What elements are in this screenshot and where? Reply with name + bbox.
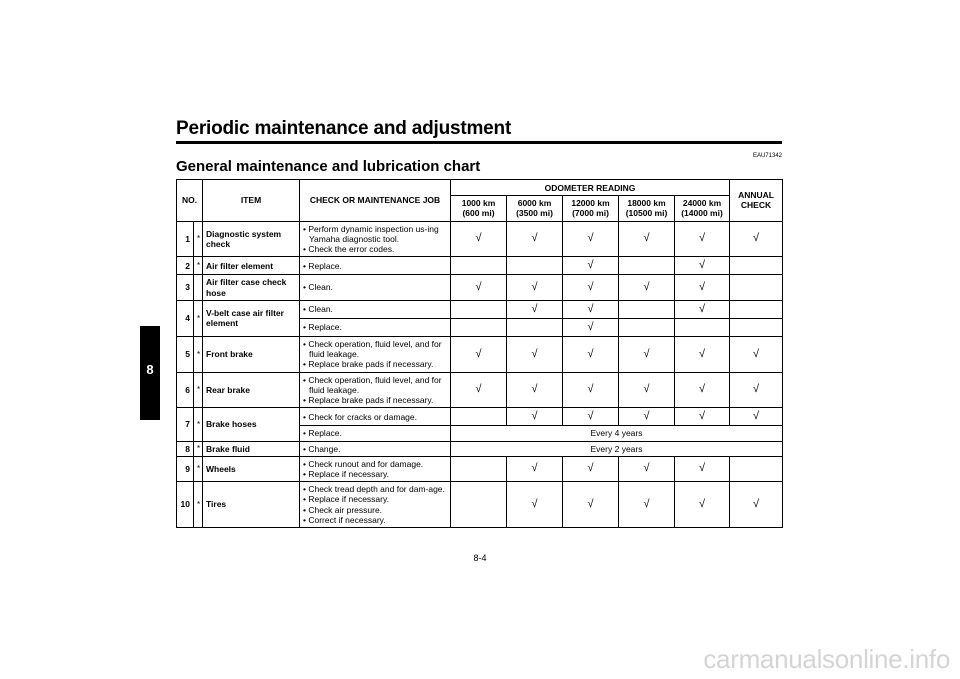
check-mark: √ [563, 482, 619, 528]
check-mark: √ [451, 337, 507, 373]
table-row [177, 337, 783, 373]
check-mark: √ [507, 337, 563, 373]
check-mark: √ [675, 221, 730, 257]
no-header: NO. [177, 180, 203, 222]
empty-cell [730, 300, 783, 318]
check-mark: √ [675, 275, 730, 300]
table-row [177, 257, 783, 275]
interval-header [619, 196, 675, 221]
job-line: • Correct if necessary. [303, 514, 386, 525]
job-line: • Clean. [303, 304, 333, 315]
empty-cell [507, 318, 563, 336]
interval-km: 12000 km [571, 198, 610, 209]
table-row [177, 408, 783, 426]
interval-mi: (3500 mi) [516, 208, 553, 219]
row-number: 7 [177, 408, 194, 441]
chapter-number: 8 [146, 362, 154, 377]
asterisk-mark: * [194, 337, 203, 373]
row-number: 3 [177, 275, 194, 300]
check-mark: √ [675, 482, 730, 528]
row-item: Diagnostic system check [203, 221, 300, 257]
chapter-tab [140, 326, 160, 420]
asterisk-mark: * [194, 257, 203, 275]
table-row [177, 275, 783, 300]
job-line: • Replace brake pads if necessary. [303, 395, 434, 405]
job-line: • Perform dynamic inspection us-ing Yamaha diagnostic tool. [303, 223, 439, 244]
row-item: Front brake [203, 337, 300, 373]
table-row [177, 482, 783, 528]
empty-cell [730, 257, 783, 275]
asterisk-mark: * [194, 300, 203, 336]
row-number: 9 [177, 456, 194, 481]
row-number: 8 [177, 441, 194, 456]
row-item: Air filter case check hose [203, 275, 300, 300]
check-mark: √ [730, 408, 783, 426]
interval-mi: (14000 mi) [681, 208, 723, 219]
job-line: • Check the error codes. [303, 243, 395, 254]
row-item: Tires [203, 482, 300, 528]
row-number: 6 [177, 372, 194, 408]
check-mark: √ [619, 372, 675, 408]
row-job [300, 275, 451, 300]
interval-km: 1000 km [461, 198, 496, 209]
job-line: • Check air pressure. [303, 504, 383, 515]
row-job [300, 372, 451, 408]
interval-km: 6000 km [517, 198, 552, 209]
empty-cell [451, 257, 507, 275]
interval-header [563, 196, 619, 221]
maintenance-chart-table [176, 179, 783, 528]
odometer-header: ODOMETER READING [451, 180, 730, 196]
check-mark: √ [563, 456, 619, 481]
check-mark: √ [619, 456, 675, 481]
empty-cell [675, 318, 730, 336]
empty-cell [451, 300, 507, 318]
check-mark: √ [563, 318, 619, 336]
section-code: EAU71342 [752, 153, 782, 159]
check-mark: √ [619, 482, 675, 528]
job-line: • Clean. [303, 282, 333, 293]
row-number: 10 [177, 482, 194, 528]
asterisk-mark: * [194, 408, 203, 441]
job-line: • Check operation, fluid level, and for fluid leakage. [303, 374, 442, 395]
job-header: CHECK OR MAINTENANCE JOB [300, 180, 451, 222]
interval-note: Every 4 years [451, 426, 783, 441]
check-mark: √ [675, 300, 730, 318]
asterisk-mark: * [194, 221, 203, 257]
job-line: • Replace if necessary. [303, 494, 389, 505]
check-mark: √ [563, 275, 619, 300]
check-mark: √ [507, 300, 563, 318]
table-row [177, 372, 783, 408]
watermark: carmanualsonline.info [703, 644, 950, 674]
check-mark: √ [619, 275, 675, 300]
check-mark: √ [675, 257, 730, 275]
row-job [300, 221, 451, 257]
empty-cell [730, 275, 783, 300]
asterisk-mark: * [194, 372, 203, 408]
interval-mi: (10500 mi) [625, 208, 668, 219]
check-mark: √ [619, 337, 675, 373]
check-mark: √ [730, 482, 783, 528]
page-header-title: Periodic maintenance and adjustment [176, 118, 512, 139]
check-mark: √ [675, 408, 730, 426]
row-job [300, 408, 451, 426]
table-row [177, 221, 783, 257]
job-line: • Check runout and for damage. [303, 458, 424, 469]
interval-header [675, 196, 730, 221]
asterisk-mark [194, 275, 203, 300]
check-mark: √ [730, 337, 783, 373]
row-job [300, 482, 451, 528]
empty-cell [451, 482, 507, 528]
row-item: Air filter element [203, 257, 300, 275]
check-mark: √ [451, 221, 507, 257]
check-mark: √ [507, 482, 563, 528]
asterisk-mark: * [194, 482, 203, 528]
interval-note: Every 2 years [451, 441, 783, 456]
check-mark: √ [563, 300, 619, 318]
check-mark: √ [619, 221, 675, 257]
job-line: • Check operation, fluid level, and for fluid leakage. [303, 339, 442, 360]
check-mark: √ [730, 372, 783, 408]
job-line: • Replace if necessary. [303, 468, 389, 479]
check-mark: √ [619, 408, 675, 426]
interval-km: 18000 km [627, 198, 666, 209]
page-number: 8-4 [473, 553, 487, 563]
check-mark: √ [675, 337, 730, 373]
empty-cell [619, 318, 675, 336]
header-row-1 [177, 180, 783, 196]
table-row [177, 300, 783, 318]
interval-mi: (600 mi) [462, 208, 495, 219]
job-line: • Replace. [303, 322, 342, 333]
empty-cell [730, 456, 783, 481]
header-rule [176, 141, 782, 144]
check-mark: √ [507, 221, 563, 257]
check-mark: √ [563, 257, 619, 275]
job-line: • Replace. [303, 428, 342, 439]
job-line: • Replace. [303, 260, 342, 271]
check-mark: √ [507, 372, 563, 408]
job-line: • Check tread depth and for dam-age. [303, 484, 445, 495]
check-mark: √ [563, 337, 619, 373]
row-job [300, 426, 451, 441]
row-job [300, 257, 451, 275]
item-header: ITEM [203, 180, 300, 222]
row-job [300, 300, 451, 318]
row-number: 4 [177, 300, 194, 336]
check-mark: √ [563, 408, 619, 426]
check-mark: √ [451, 372, 507, 408]
row-number: 1 [177, 221, 194, 257]
interval-km: 24000 km [682, 198, 722, 209]
job-line: • Replace brake pads if necessary. [303, 359, 434, 370]
asterisk-mark: * [194, 441, 203, 456]
interval-mi: (7000 mi) [572, 208, 609, 219]
row-number: 5 [177, 337, 194, 373]
check-mark: √ [507, 408, 563, 426]
row-job [300, 456, 451, 481]
empty-cell [451, 318, 507, 336]
check-mark: √ [563, 221, 619, 257]
empty-cell [451, 408, 507, 426]
row-item: Wheels [203, 456, 300, 481]
check-mark: √ [507, 275, 563, 300]
interval-header [451, 196, 507, 221]
empty-cell [451, 456, 507, 481]
table-row [177, 456, 783, 481]
empty-cell [507, 257, 563, 275]
check-mark: √ [563, 372, 619, 408]
row-item: Brake hoses [203, 408, 300, 441]
check-mark: √ [507, 456, 563, 481]
job-line: • Change. [303, 443, 341, 454]
table-row [177, 441, 783, 456]
empty-cell [619, 257, 675, 275]
empty-cell [619, 300, 675, 318]
row-item: Brake fluid [203, 441, 300, 456]
row-job [300, 318, 451, 336]
interval-header [507, 196, 563, 221]
row-job [300, 441, 451, 456]
empty-cell [730, 318, 783, 336]
job-line: • Check for cracks or damage. [303, 411, 417, 422]
check-mark: √ [675, 372, 730, 408]
row-item: V-belt case air filter element [203, 300, 300, 336]
asterisk-mark: * [194, 456, 203, 481]
check-mark: √ [730, 221, 783, 257]
section-title: General maintenance and lubrication chart [176, 158, 481, 175]
check-mark: √ [675, 456, 730, 481]
row-job [300, 337, 451, 373]
check-mark: √ [451, 275, 507, 300]
annual-check-header: ANNUAL CHECK [730, 180, 783, 222]
row-number: 2 [177, 257, 194, 275]
row-item: Rear brake [203, 372, 300, 408]
